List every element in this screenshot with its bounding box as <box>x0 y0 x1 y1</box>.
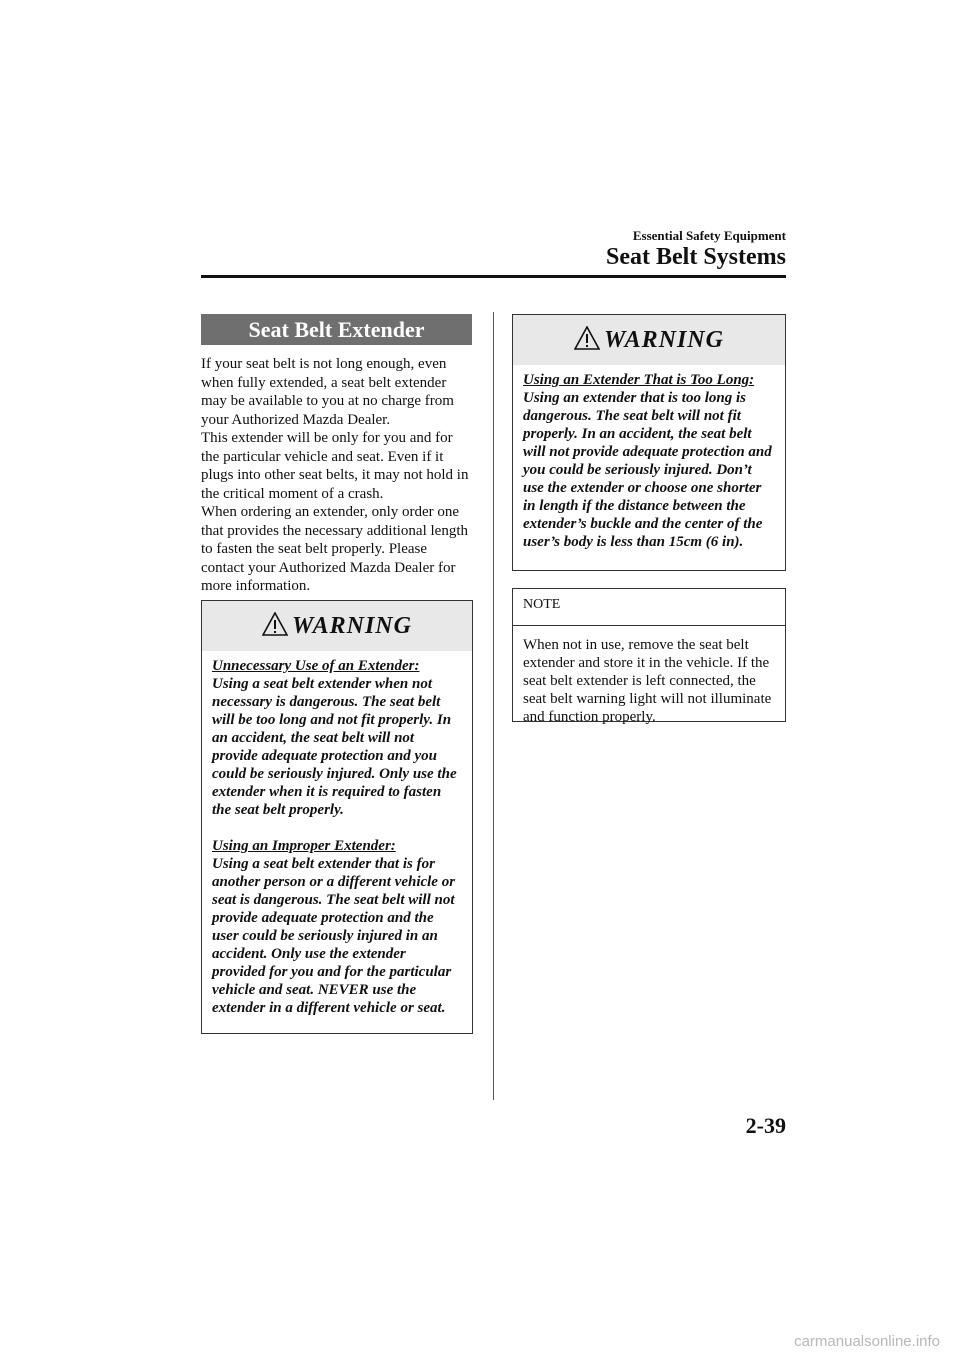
paragraph: This extender will be only for you and for the particular vehicle and seat. Even if it plugs into other seat belts, it may not hold in the critical moment of a crash. <box>201 430 469 502</box>
column-divider <box>493 312 494 1100</box>
page-number: 2-39 <box>745 1113 786 1138</box>
warning-body <box>202 651 472 1025</box>
warning-text: Using a seat belt extender when not necessary is dangerous. The seat belt will be too long and not fit properly. In an accident, the seat belt will not provide adequate protection and you could be seriously injured. Only use the extender when it is required to fasten the seat belt properly. <box>212 676 457 818</box>
chapter-title: Essential Safety Equipment <box>632 228 786 243</box>
warning-title: WARNING <box>292 612 412 639</box>
warning-box <box>512 314 786 571</box>
section-title: Seat Belt Systems <box>606 244 786 270</box>
paragraph: When ordering an extender, only order one that provides the necessary additional length to fasten the seat belt properly. Please contact your Authorized Mazda Dealer for more information. <box>201 504 469 594</box>
warning-triangle-icon <box>262 612 288 636</box>
note-title: NOTE <box>523 597 561 612</box>
watermark: carmanualsonline.info <box>794 1333 940 1350</box>
warning-subtitle: Using an Extender That is Too Long: <box>523 372 755 388</box>
warning-header <box>202 601 472 651</box>
warning-title: WARNING <box>604 326 724 353</box>
header-rule <box>201 275 786 278</box>
note-text: When not in use, remove the seat belt extender and store it in the vehicle. If the seat belt extender is left connected, the seat belt warning light will not illuminate and function properly. <box>523 637 772 725</box>
section-banner: Seat Belt Extender <box>201 314 472 345</box>
warning-body <box>513 365 785 559</box>
warning-subtitle: Using an Improper Extender: <box>212 838 396 854</box>
warning-box <box>201 600 473 1034</box>
warning-text: Using a seat belt extender that is for another person or a different vehicle or seat is dangerous. The seat belt will not provide adequate protection and the user could be seriously injured in an accident. Only use the extender provided for you and for the particular vehicle and seat. NEVER use the extender in a different vehicle or seat. <box>212 856 456 1016</box>
warning-text: Using an extender that is too long is dangerous. The seat belt will not fit properly. In an accident, the seat belt will not provide adequate protection and you could be seriously injured. Don’t use the extender or choose one shorter in length if the distance between the extender’s buckle and the center of the user’s body is less than 15cm (6 in). <box>523 390 772 550</box>
warning-header <box>513 315 785 365</box>
warning-subtitle: Unnecessary Use of an Extender: <box>212 658 420 674</box>
body-text <box>201 355 473 596</box>
warning-triangle-icon <box>574 326 600 350</box>
note-box <box>512 588 786 725</box>
paragraph: If your seat belt is not long enough, even when fully extended, a seat belt extender may be available to you at no charge from your Authorized Mazda Dealer. <box>201 356 454 428</box>
